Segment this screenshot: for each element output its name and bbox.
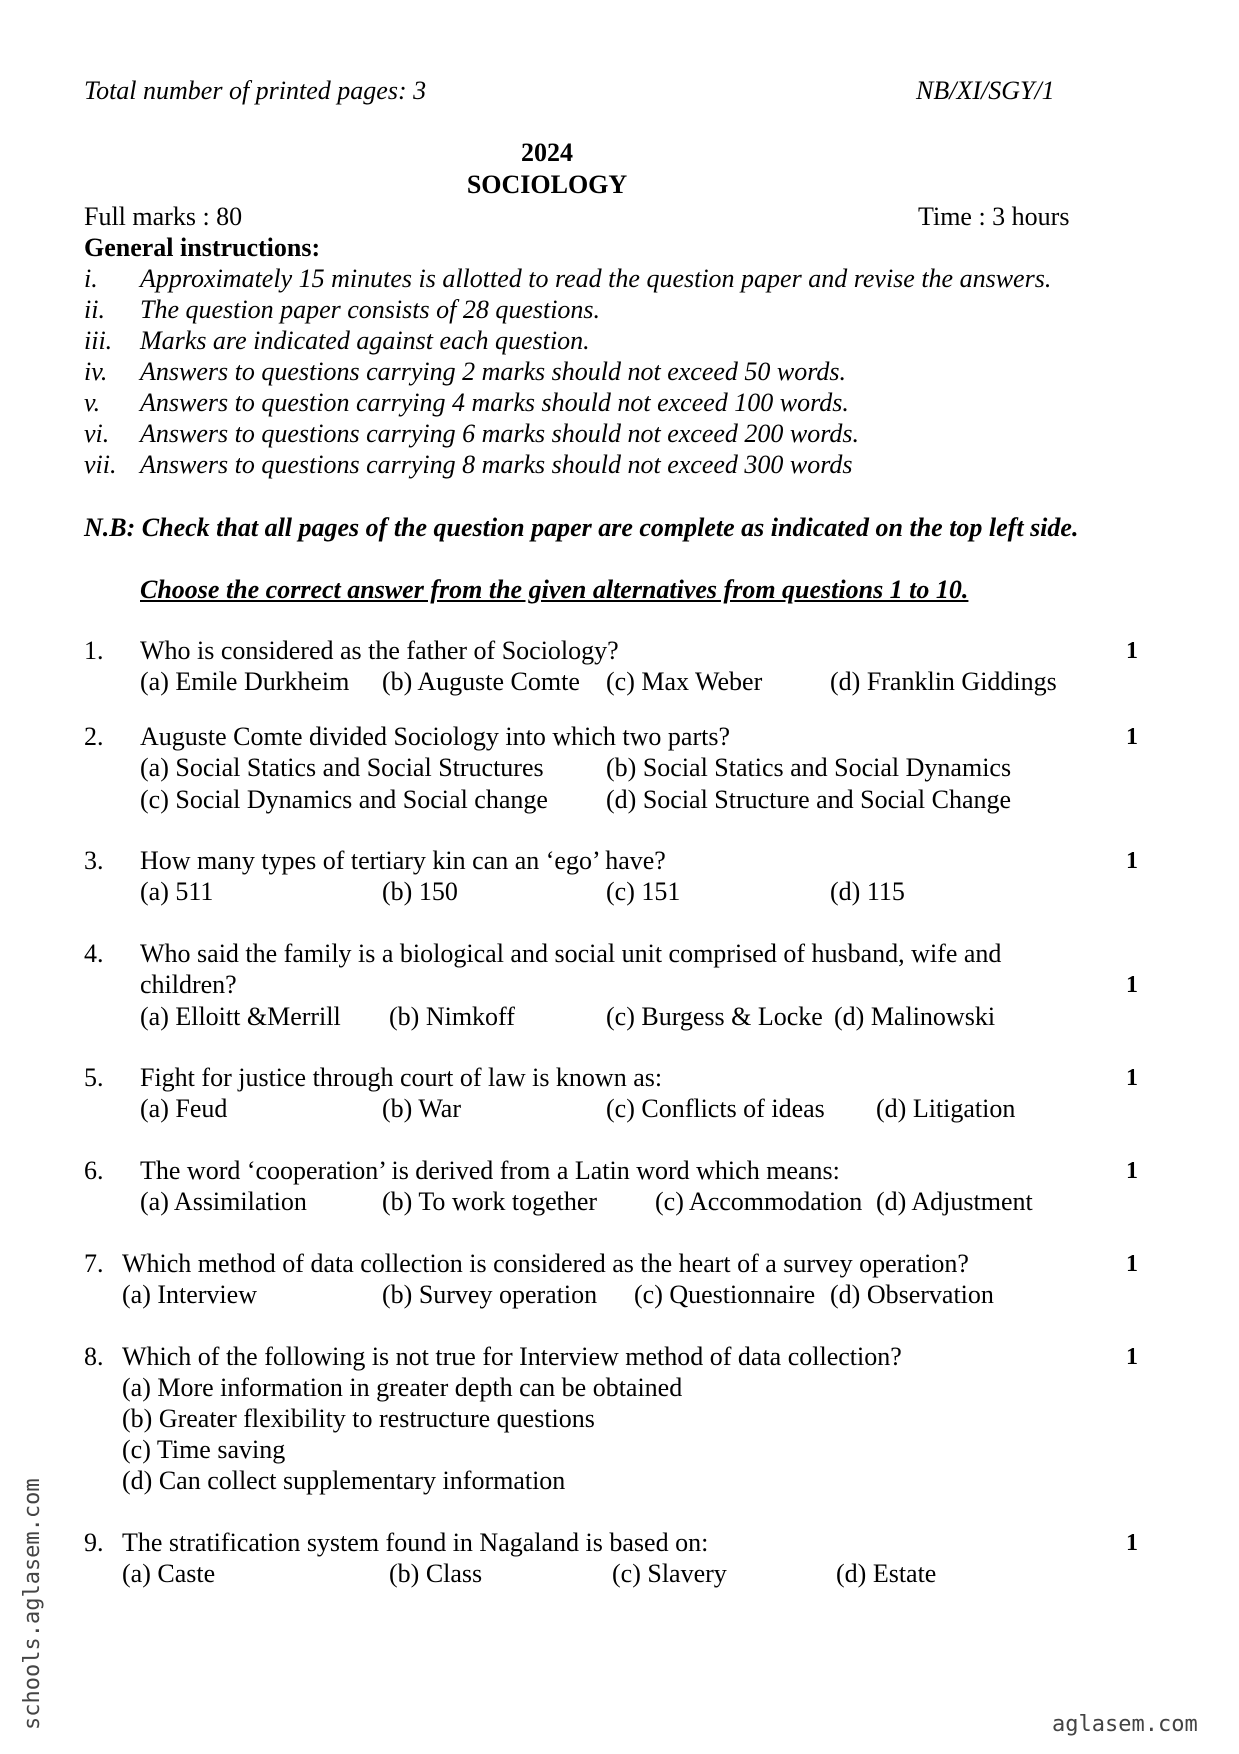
question-text: Who is considered as the father of Sociology? xyxy=(140,636,619,665)
question-text: Fight for justice through court of law is known as: xyxy=(140,1063,663,1092)
question-marks: 1 xyxy=(1126,848,1138,874)
option-d: (d) Litigation xyxy=(876,1094,1016,1123)
option-a: (a) 511 xyxy=(140,877,214,906)
question-number: 9. xyxy=(84,1528,104,1557)
option-c: (c) Questionnaire xyxy=(634,1280,816,1309)
option-b: (b) Nimkoff xyxy=(389,1002,515,1031)
question-marks: 1 xyxy=(1126,1251,1138,1277)
instruction-number: iv. xyxy=(84,357,108,386)
paper-code: NB/XI/SGY/1 xyxy=(916,76,1055,105)
instruction-text: Marks are indicated against each question. xyxy=(140,326,590,355)
question-number: 7. xyxy=(84,1249,104,1278)
option-c: (c) Conflicts of ideas xyxy=(606,1094,825,1123)
option-b: (b) Auguste Comte xyxy=(382,667,580,696)
instruction-text: Answers to questions carrying 6 marks should not exceed 200 words. xyxy=(140,419,860,448)
option-a: (a) Emile Durkheim xyxy=(140,667,350,696)
exam-year: 2024 xyxy=(521,138,573,167)
question-marks: 1 xyxy=(1126,972,1138,998)
question-9 xyxy=(0,1528,1239,1608)
option-b: (b) Survey operation xyxy=(382,1280,598,1309)
instruction-text: Answers to question carrying 4 marks should not exceed 100 words. xyxy=(140,388,849,417)
option-b: (b) Social Statics and Social Dynamics xyxy=(606,753,1012,782)
question-1 xyxy=(0,636,1239,716)
option-d: (d) Social Structure and Social Change xyxy=(606,785,1012,814)
nb-note: N.B: Check that all pages of the question paper are complete as indicated on the top left side. xyxy=(84,513,1079,542)
section-heading: Choose the correct answer from the given alternatives from questions 1 to 10. xyxy=(140,575,969,604)
printed-pages-note: Total number of printed pages: 3 xyxy=(84,76,427,105)
instruction-number: i. xyxy=(84,264,98,293)
time-allowed: Time : 3 hours xyxy=(918,202,1070,231)
option-b: (b) To work together xyxy=(382,1187,598,1216)
question-text: The stratification system found in Nagaland is based on: xyxy=(122,1528,709,1557)
option-a: (a) More information in greater depth can be obtained xyxy=(122,1373,683,1402)
option-c: (c) Burgess & Locke xyxy=(606,1002,823,1031)
option-d: (d) Can collect supplementary information xyxy=(122,1466,566,1495)
option-c: (c) Accommodation xyxy=(655,1187,863,1216)
option-c: (c) Slavery xyxy=(612,1559,727,1588)
question-text-continued: children? xyxy=(140,970,237,999)
option-b: (b) 150 xyxy=(382,877,458,906)
question-marks: 1 xyxy=(1126,724,1138,750)
exam-subject: SOCIOLOGY xyxy=(466,170,628,199)
question-text: Who said the family is a biological and social unit comprised of husband, wife and xyxy=(140,939,1002,968)
instruction-number: ii. xyxy=(84,295,105,324)
instruction-number: v. xyxy=(84,388,101,417)
question-marks: 1 xyxy=(1126,638,1138,664)
question-number: 3. xyxy=(84,846,104,875)
question-7 xyxy=(0,1249,1239,1329)
option-c: (c) Time saving xyxy=(122,1435,286,1464)
option-b: (b) Class xyxy=(389,1559,483,1588)
option-d: (d) Observation xyxy=(830,1280,994,1309)
question-marks: 1 xyxy=(1126,1344,1138,1370)
option-d: (d) Franklin Giddings xyxy=(830,667,1057,696)
option-a: (a) Elloitt &Merrill xyxy=(140,1002,341,1031)
instruction-text: Answers to questions carrying 2 marks should not exceed 50 words. xyxy=(140,357,847,386)
question-marks: 1 xyxy=(1126,1158,1138,1184)
question-text: Auguste Comte divided Sociology into which two parts? xyxy=(140,722,730,751)
question-text: How many types of tertiary kin can an ‘ego’ have? xyxy=(140,846,666,875)
question-text: Which of the following is not true for Interview method of data collection? xyxy=(122,1342,902,1371)
option-a: (a) Social Statics and Social Structures xyxy=(140,753,544,782)
question-number: 6. xyxy=(84,1156,104,1185)
option-a: (a) Interview xyxy=(122,1280,257,1309)
instruction-text: Approximately 15 minutes is allotted to read the question paper and revise the answers. xyxy=(140,264,1052,293)
option-a: (a) Feud xyxy=(140,1094,228,1123)
option-d: (d) Malinowski xyxy=(834,1002,996,1031)
option-b: (b) Greater flexibility to restructure questions xyxy=(122,1404,595,1433)
question-marks: 1 xyxy=(1126,1065,1138,1091)
question-number: 5. xyxy=(84,1063,104,1092)
instruction-text: Answers to questions carrying 8 marks should not exceed 300 words xyxy=(140,450,853,479)
option-b: (b) War xyxy=(382,1094,462,1123)
bottom-watermark: aglasem.com xyxy=(1052,1712,1198,1737)
question-6 xyxy=(0,1156,1239,1236)
option-d: (d) 115 xyxy=(830,877,905,906)
option-d: (d) Adjustment xyxy=(876,1187,1033,1216)
question-number: 4. xyxy=(84,939,104,968)
question-number: 2. xyxy=(84,722,104,751)
option-c: (c) Social Dynamics and Social change xyxy=(140,785,548,814)
option-c: (c) Max Weber xyxy=(606,667,763,696)
option-a: (a) Caste xyxy=(122,1559,216,1588)
instruction-text: The question paper consists of 28 questions. xyxy=(140,295,601,324)
question-3 xyxy=(0,846,1239,926)
full-marks: Full marks : 80 xyxy=(84,202,243,231)
option-c: (c) 151 xyxy=(606,877,681,906)
instruction-number: iii. xyxy=(84,326,113,355)
instruction-number: vii. xyxy=(84,450,117,479)
question-number: 8. xyxy=(84,1342,104,1371)
question-2 xyxy=(0,722,1239,814)
instructions-heading: General instructions: xyxy=(84,233,321,262)
question-text: The word ‘cooperation’ is derived from a Latin word which means: xyxy=(140,1156,840,1185)
side-watermark: schools.aglasem.com xyxy=(20,1478,45,1730)
option-d: (d) Estate xyxy=(836,1559,937,1588)
question-text: Which method of data collection is considered as the heart of a survey operation? xyxy=(122,1249,969,1278)
question-5 xyxy=(0,1063,1239,1143)
question-marks: 1 xyxy=(1126,1530,1138,1556)
question-number: 1. xyxy=(84,636,104,665)
question-4 xyxy=(0,939,1239,1049)
option-a: (a) Assimilation xyxy=(140,1187,307,1216)
question-8 xyxy=(0,1342,1239,1495)
instruction-number: vi. xyxy=(84,419,110,448)
